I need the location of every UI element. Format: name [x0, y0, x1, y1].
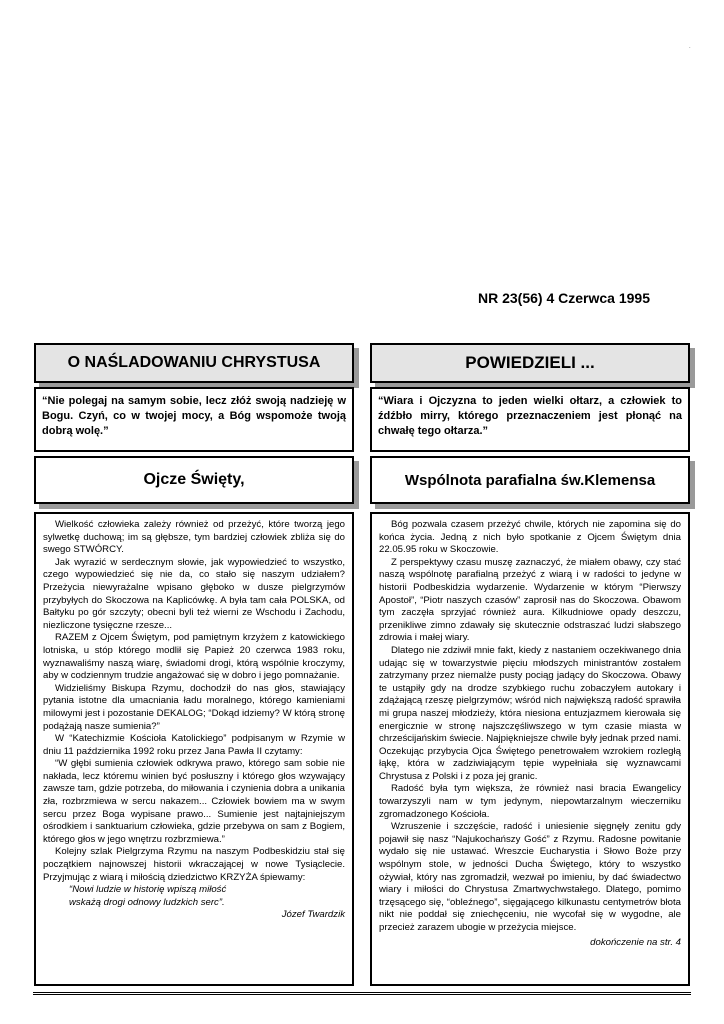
right-section-header [370, 343, 690, 383]
right-article [370, 512, 690, 986]
continuation-note: dokończenie na str. 4 [590, 936, 681, 948]
right-quote-text: “Wiara i Ojczyzna to jeden wielki ołtarz, a człowiek to źdźbło mirry, którego przeznaczeniem jest płonąć na chwałę tego ołtarza.” [378, 395, 682, 437]
right-paragraph: Wzruszenie i szczęście, radość i uniesienie sięgnęły zenitu gdy pojawił się nasz “Najukochańszy Gość” z Rzymu. Radosne powitanie wydało się nie ustawać. Wreszcie Eucharystia i Słowo Boże przy wspólnym stole, w jedności Ducha Świętego, który to wszystko ożywiał, który nas zgromadził, wezwał po imieniu, by dać świadectwo wiary i miłości do Chrystusa Zmartwychwstałego. Dlatego, pomimo trzęsącego się, “obleźnego”, sięgającego kilkunastu centymetrów błota nikt nie poddał się zniechęceniu, nie wycofał się w wygodne, ale przecież zarazem ubogie w przeżycia miejsce. [379, 821, 681, 933]
left-quote-box [34, 387, 354, 452]
left-paragraph: Kolejny szlak Pielgrzyma Rzymu na naszym Podbeskidziu stał się początkiem najnowszej historii wkraczającej w nowe Tysiąclecie. Przyjmując z wiarą i miłością dziedzictwo KRZYŻA śpiewamy: [43, 846, 345, 883]
left-paragraph: RAZEM z Ojcem Świętym, pod pamiętnym krzyżem z katowickiego lotniska, u stóp którego modlił się Papież 20 czerwca 1983 roku, wyznawaliśmy naszą wiarę, świadomi drogi, którą wspólnie kroczymy, aby w codziennym trudzie angażować się w dobro i jego pomnażanie. [43, 632, 345, 682]
right-subheader-box [370, 456, 690, 504]
scan-speck: . [689, 44, 691, 50]
left-paragraph: Widzieliśmy Biskupa Rzymu, dochodził do nas głos, stawiający pytania istotne dla umacniania ładu moralnego, którego kamieniami milowymi jest i pozostanie DEKALOG; “Dokąd idziemy? W którą stronę podążają nasze sumienia?” [43, 682, 345, 732]
left-section-header [34, 343, 354, 383]
bottom-rule [33, 994, 691, 995]
right-paragraph: Bóg pozwala czasem przeżyć chwile, których nie zapomina się do końca życia. Jedną z nich było spotkanie z Ojcem Świętym dnia 22.05.95 roku w Skoczowie. [379, 519, 681, 556]
issue-line: NR 23(56) 4 Czerwca 1995 [478, 290, 650, 306]
verse-line: wskażą drogi odnowy ludzkich serc”. [69, 896, 225, 908]
left-paragraph: W “Katechizmie Kościoła Katolickiego” podpisanym w Rzymie w dniu 11 października 1992 roku przez Jana Pawła II czytamy: [43, 733, 345, 757]
bottom-rule [33, 992, 691, 993]
right-header-text: POWIEDZIELI ... [465, 353, 595, 372]
right-paragraph: Z perspektywy czasu muszę zaznaczyć, że miałem obawy, czy stać naszą wspólnotę parafialną przeżyć z wiarą i w radości to jedyne w historii Podbeskidzia wydarzenie. Wydarzenie w którym “Pierwszy Apostoł”, “Piotr naszych czasów” zaprosił nas do Skoczowa. Obawom tym zaczęła sprzyjać również aura. Kilkudniowe opady deszczu, przenikliwe zimno zdawały się skutecznie odstraszać ludzi słabszego zdrowia i małej wiary. [379, 556, 681, 644]
verse-line: “Nowi ludzie w historię wpiszą miłość [69, 884, 227, 896]
left-paragraph: “W głębi sumienia człowiek odkrywa prawo, którego sam sobie nie nakłada, lecz któremu winien być posłuszny i którego głos wzywający zawsze tam, gdzie potrzeba, do miłowania i czynienia dobra a unikania zła, rozbrzmiewa w sercu nakazem... Człowiek bowiem ma w swym sercu przez Boga wypisane prawo... Sumienie jest najtajniejszym ośrodkiem i sanktuarium człowieka, gdzie przebywa on sam z Bogiem, którego głos w jego wnętrzu rozbrzmiewa.” [43, 758, 345, 845]
left-quote-text: “Nie polegaj na samym sobie, lecz złóż swoją nadzieję w Bogu. Czyń, co w twojej mocy, a Bóg wspomoże twoją dobrą wolę.” [42, 395, 346, 437]
left-subheader-text: Ojcze Święty, [143, 471, 245, 488]
left-paragraph: Jak wyrazić w serdecznym słowie, jak wypowiedzieć to wszystko, czego wypowiedzieć się nie da, co stało się naszym udziałem? Przeżycia niewyrażalne wpisano głęboko w dusze pielgrzymów przybyłych do Skoczowa na Kaplicówkę. A była tam cała POLSKA, od Bałtyku po gór szczyty; obecni byli też wierni ze Wschodu i Zachodu, niezliczone tysięczne rzesze... [43, 556, 345, 631]
right-subheader-text: Wspólnota parafialna św.Klemensa [404, 471, 656, 489]
left-article [34, 512, 354, 986]
left-paragraph: Wielkość człowieka zależy również od przeżyć, które tworzą jego sylwetkę duchową; im są głębsze, tym bardziej człowiek zbliża się do swego STWÓRCY. [43, 519, 345, 556]
right-quote-box [370, 387, 690, 452]
right-paragraph: Radość była tym większa, że również nasi bracia Ewangelicy towarzyszyli nam w tym jedynym, niepowtarzalnym wieczerniku zgromadzonego Kościoła. [379, 783, 681, 820]
left-header-text: O NAŚLADOWANIU CHRYSTUSA [67, 354, 321, 371]
right-paragraph: Dlatego nie zdziwił mnie fakt, kiedy z nastaniem oczekiwanego dnia udając się w towarzystwie pięciu młodszych ministrantów zostałem zatrzymany przez niemalże pusty pociąg jadący do Skoczowa. Obawy te ustąpiły gdy na drodze szybkiego ruchu zobaczyłem autokary i zdążającą rzeszę pielgrzymów; wśród nich największą radość sprawiła mi grupa naszej młodzieży, która niesiona entuzjazmem kierowała się energicznie w stronę najszczęśliwszego w tym czasie miasta w chrześcijańskim świecie. Najpiękniejsze chwile były jednak przed nami. Oczekując przybycia Ojca Świętego penetrowałem wzrokiem rozległą łąkę, która w zadziwiającym tępie wypełniała się wyznawcami Chrystusa z Polski i z poza jej granic. [379, 644, 681, 782]
left-subheader-box [34, 456, 354, 504]
author-signature: Józef Twardzik [281, 909, 345, 921]
